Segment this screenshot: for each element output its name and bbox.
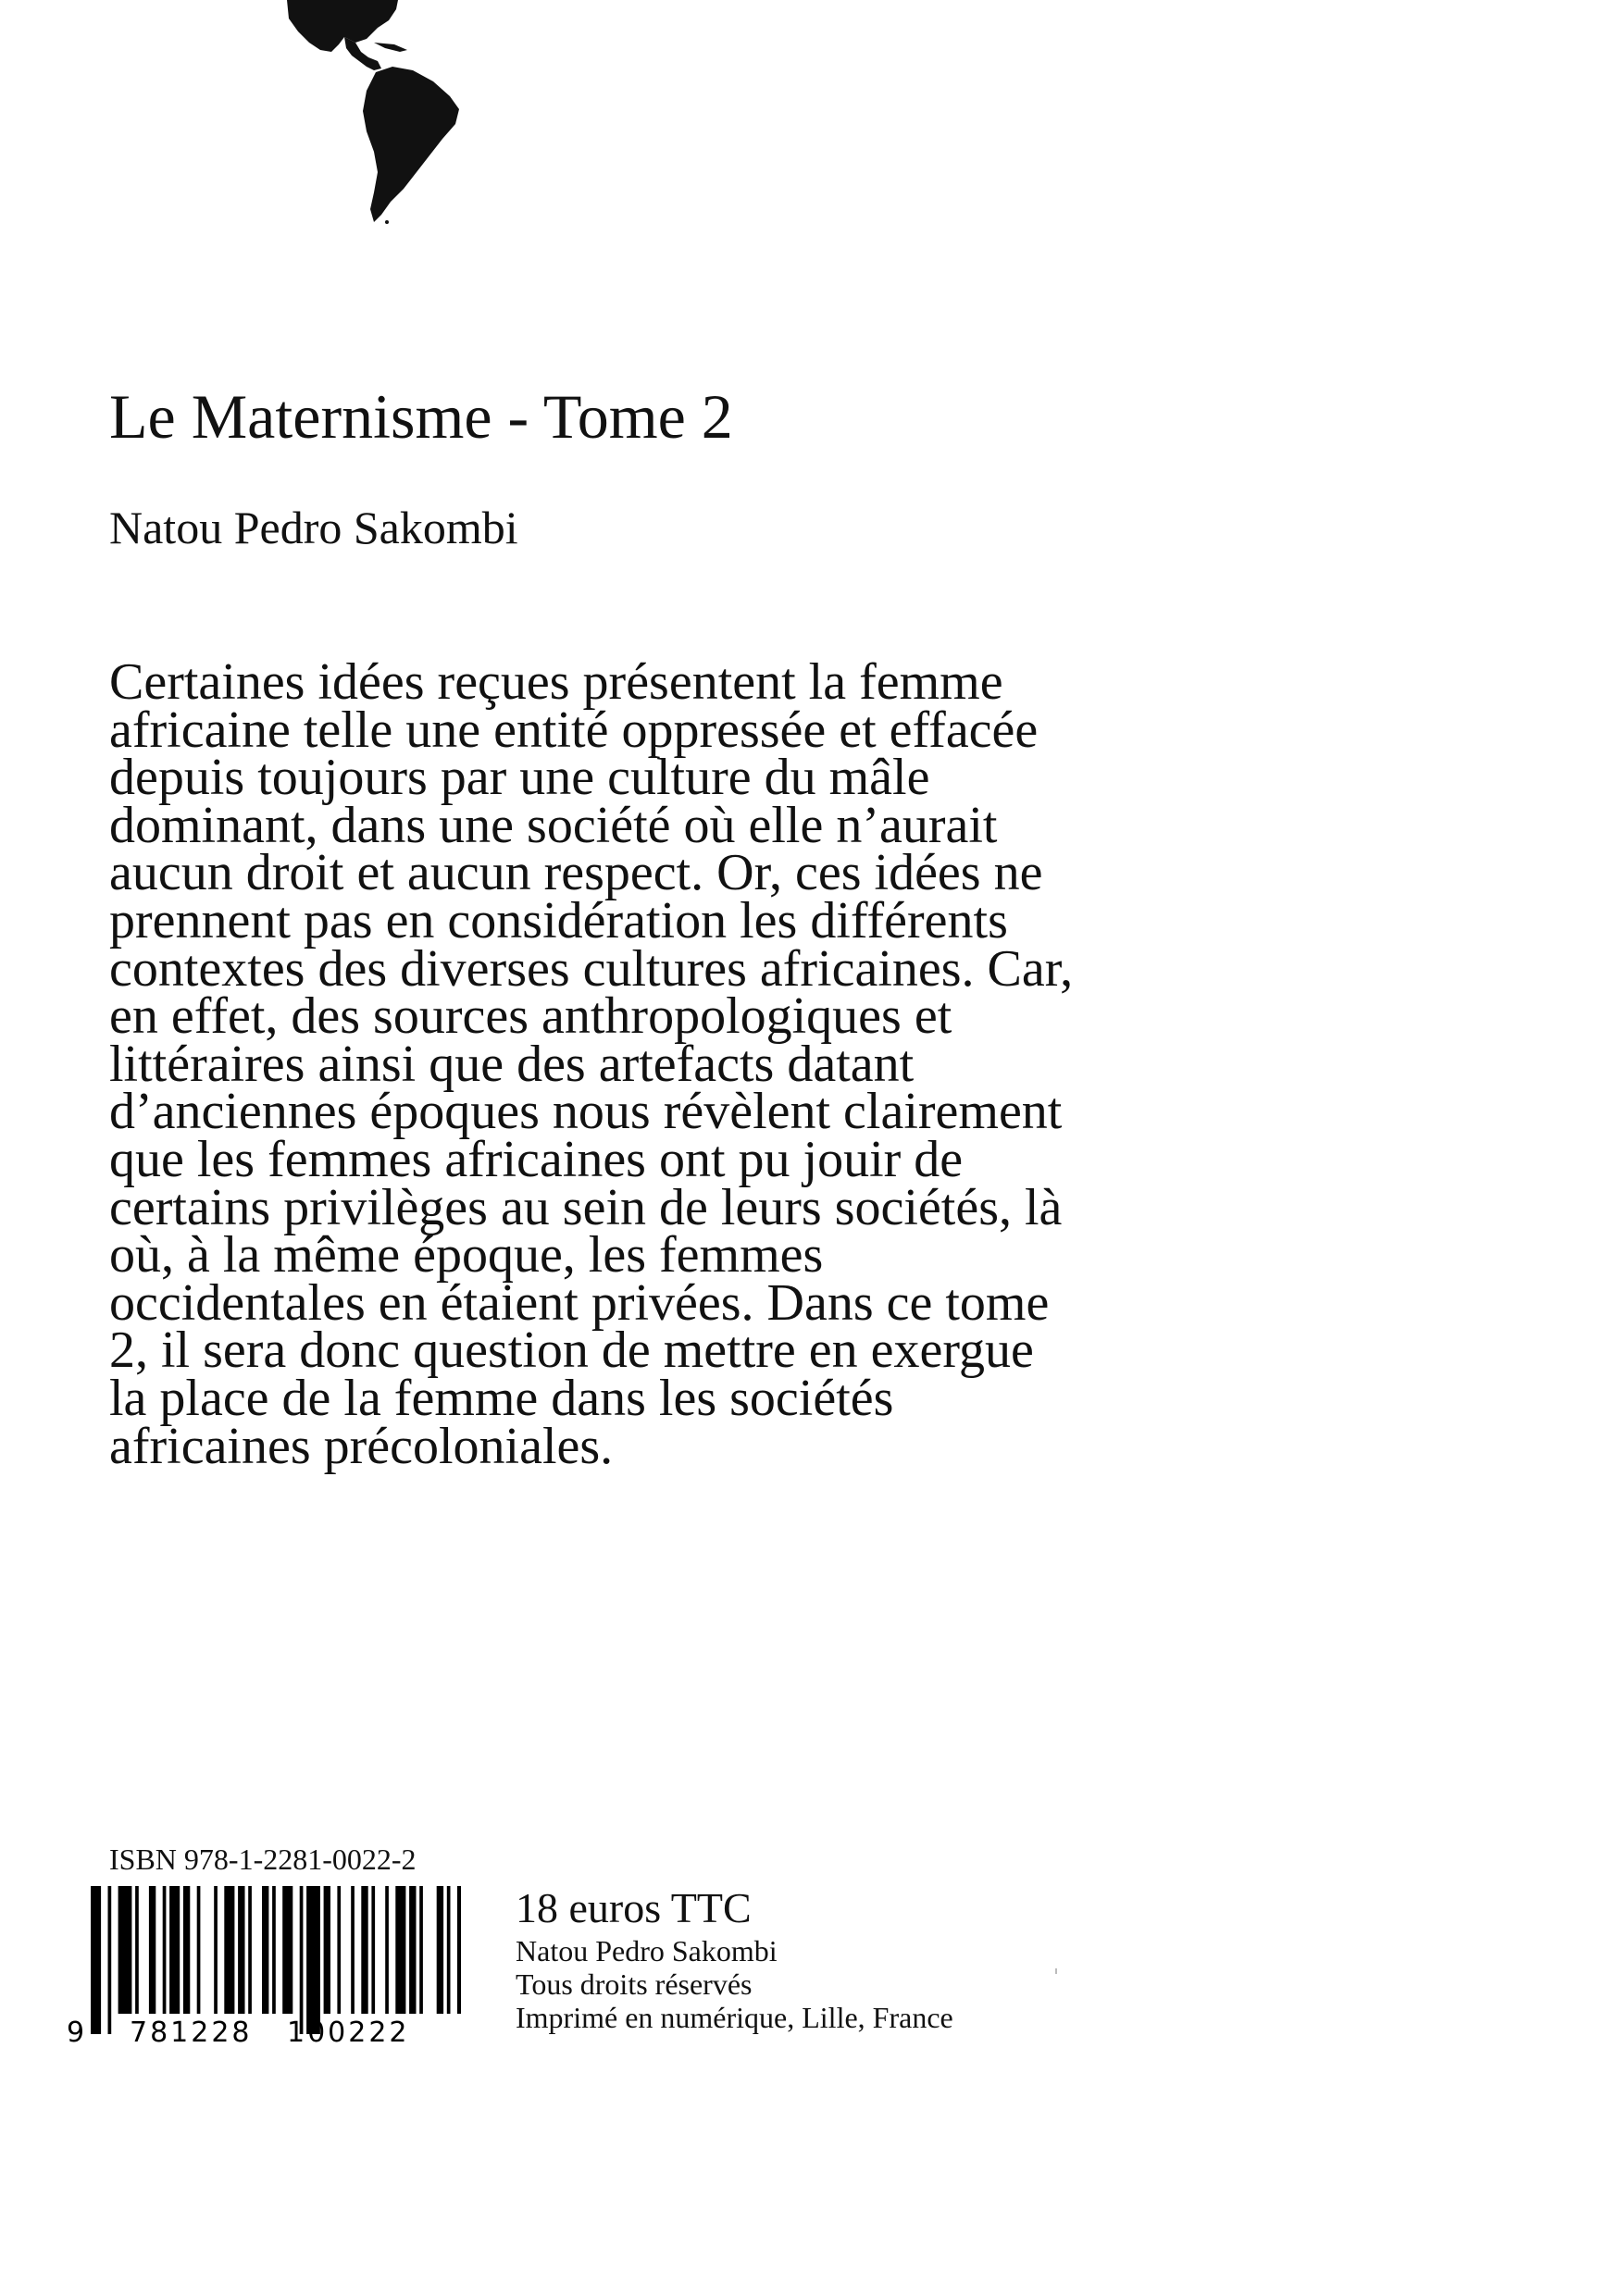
barcode-bar xyxy=(395,1886,405,2014)
imprint-block xyxy=(516,1934,953,2034)
south-america-shape xyxy=(363,67,459,222)
barcode-bar xyxy=(447,1886,451,2014)
barcode-left-digits: 781228 xyxy=(130,2017,253,2045)
barcode-bar xyxy=(351,1886,355,2014)
barcode-bar xyxy=(197,1886,201,2014)
barcode-bar xyxy=(457,1886,461,2014)
barcode-bar xyxy=(108,1886,112,2034)
barcode-bar xyxy=(238,1886,244,2014)
barcode-bar xyxy=(337,1886,341,2014)
barcode-bar xyxy=(282,1886,292,2014)
barcode-bar xyxy=(214,1886,218,2014)
barcode-lead-digit: 9 xyxy=(67,2017,85,2045)
barcode-bar xyxy=(224,1886,234,2014)
barcode-bar xyxy=(118,1886,132,2014)
book-title: Le Maternisme - Tome 2 xyxy=(109,381,733,452)
barcode-bar xyxy=(324,1886,330,2014)
barcode-bar xyxy=(371,1886,375,2014)
imprint-printing: Imprimé en numérique, Lille, France xyxy=(516,2001,953,2034)
barcode-bar xyxy=(248,1886,252,2014)
world-map-fragment-image xyxy=(278,0,491,227)
isbn-label: ISBN 978-1-2281-0022-2 xyxy=(109,1843,417,1876)
barcode-bar xyxy=(361,1886,367,2014)
barcode-bar xyxy=(419,1886,423,2014)
barcode-bar xyxy=(91,1886,101,2034)
barcode-bar xyxy=(272,1886,276,2014)
isbn-barcode xyxy=(63,1886,461,2045)
caribbean-shape xyxy=(374,43,407,52)
barcode-bar xyxy=(183,1886,190,2014)
stray-mark xyxy=(1055,1968,1057,1974)
barcode-bar xyxy=(169,1886,180,2014)
book-author: Natou Pedro Sakombi xyxy=(109,502,518,553)
barcode-bar xyxy=(163,1886,167,2014)
imprint-publisher: Natou Pedro Sakombi xyxy=(516,1934,778,1967)
book-blurb: Certaines idées reçues présentent la femme africaine telle une entité oppressée et effacée depuis toujours par une culture du mâle dominant, dans une société où elle n’aurait aucun droit et aucun respect. Or, ces idées ne prennent pas en considération les différents contextes des diverses cultures africaines. Car, en effet, des sources anthropologiques et littéraires ainsi que des artefacts datant d’anciennes époques nous révèlent clairement que les femmes africaines ont pu jouir de certains privilèges au sein de leurs sociétés, là où, à la même époque, les femmes occidentales en étaient privées. Dans ce tome 2, il sera donc question de mettre en exergue la place de la femme dans les sociétés africaines précoloniales. xyxy=(109,653,1074,1475)
barcode-bar xyxy=(300,1886,304,2034)
barcode-bar xyxy=(409,1886,416,2014)
barcode-bar xyxy=(385,1886,389,2014)
barcode-bar xyxy=(262,1886,268,2014)
barcode-bar xyxy=(149,1886,156,2014)
imprint-rights: Tous droits réservés xyxy=(516,1967,753,2001)
price-label: 18 euros TTC xyxy=(516,1884,752,1931)
barcode-right-digits: 100222 xyxy=(287,2017,410,2045)
barcode-bar xyxy=(306,1886,320,2034)
central-america-shape xyxy=(344,37,381,70)
barcode-bar xyxy=(437,1886,443,2014)
barcode-bar xyxy=(135,1886,139,2014)
south-atlantic-dot xyxy=(385,220,389,224)
